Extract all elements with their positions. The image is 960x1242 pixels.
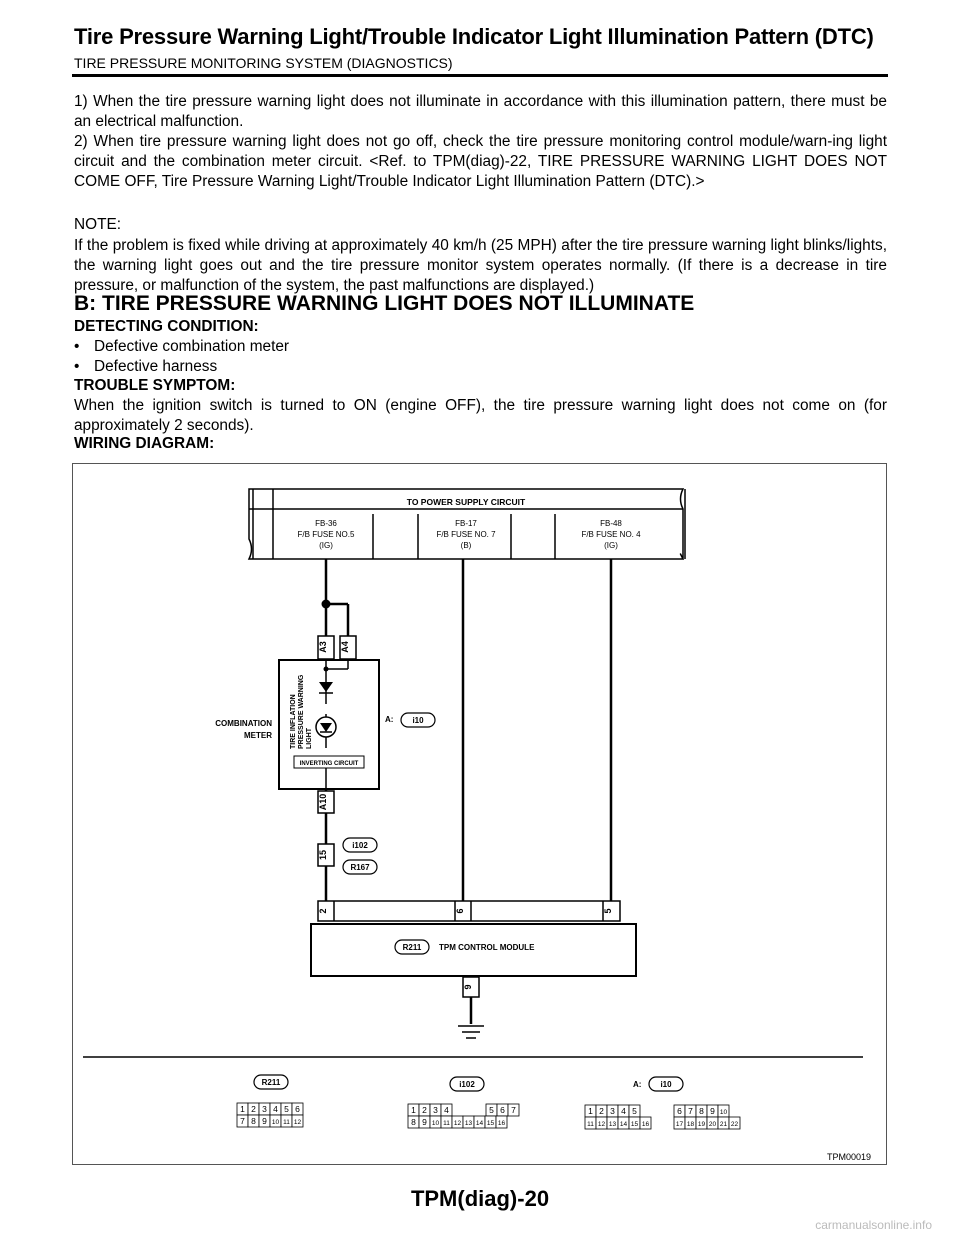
symptom-heading: TROUBLE SYMPTOM: <box>74 377 236 394</box>
connector-pin-number: 18 <box>686 1121 695 1128</box>
connector-pin-number: 7 <box>511 1105 516 1115</box>
connector-pin-number: 9 <box>422 1117 427 1127</box>
fuse-1-line1: FB-36 <box>315 519 337 528</box>
i102-connector-face <box>408 1104 519 1128</box>
connector-pin-number: 1 <box>411 1105 416 1115</box>
list-item <box>74 358 217 376</box>
connector-a-prefix: A: <box>385 715 394 724</box>
connector-pin-number: 5 <box>489 1105 494 1115</box>
connector-pin-number: 6 <box>677 1106 682 1116</box>
paragraph-1: 1) When the tire pressure warning light does not illuminate in accordance with this illumination pattern, there must be an electrical malfunction. <box>74 93 887 130</box>
note-heading: NOTE: <box>74 216 122 233</box>
fuse-2-line3: (B) <box>460 541 472 550</box>
connector-pin-number: 13 <box>464 1120 473 1127</box>
connector-pin-number: 17 <box>675 1121 684 1128</box>
pin-15: 15 <box>318 849 328 861</box>
connector-pin-number: 14 <box>475 1120 484 1127</box>
connector-pin-number: 12 <box>453 1120 462 1127</box>
ground-icon <box>458 1026 484 1038</box>
fuse-1-line2: F/B FUSE NO.5 <box>297 530 355 539</box>
connector-i102: i102 <box>352 841 368 850</box>
header-rule <box>72 74 888 77</box>
fuse-3-line1: FB-48 <box>600 519 622 528</box>
connector-pin-number: 2 <box>599 1106 604 1116</box>
fuse-3-line2: F/B FUSE NO. 4 <box>581 530 641 539</box>
light-label-2: PRESSURE WARNING <box>298 674 305 749</box>
figure-code: TPM00019 <box>826 1152 871 1162</box>
connector-pin-number: 9 <box>262 1116 267 1126</box>
bullet: • <box>74 338 80 355</box>
connector-pin-number: 11 <box>443 1120 450 1127</box>
fuse-2-line1: FB-17 <box>455 519 477 528</box>
connector-pin-number: 20 <box>708 1121 717 1128</box>
connector-pin-number: 21 <box>719 1121 728 1128</box>
connector-pin-number: 1 <box>240 1104 245 1114</box>
connector-pin-number: 12 <box>597 1121 606 1128</box>
connector-r211: R211 <box>402 943 422 952</box>
fuse-2-line2: F/B FUSE NO. 7 <box>436 530 496 539</box>
connector-pin-number: 2 <box>251 1104 256 1114</box>
fuse-3-line3: (IG) <box>604 541 618 550</box>
wiring-diagram <box>72 463 887 1165</box>
light-label-3: LIGHT <box>306 728 313 749</box>
list-item-text: Defective harness <box>94 358 218 375</box>
pin-5: 5 <box>603 908 613 914</box>
connector-pin-number: 5 <box>632 1106 637 1116</box>
i10-face-prefix: A: <box>633 1080 642 1089</box>
pin-a3: A3 <box>318 641 328 653</box>
pin-6: 6 <box>455 908 465 914</box>
inverting-circuit-label: INVERTING CIRCUIT <box>299 761 359 767</box>
junction-dot <box>324 667 329 672</box>
section-title: B: TIRE PRESSURE WARNING LIGHT DOES NOT ILLUMINATE <box>74 292 695 315</box>
connector-pin-number: 6 <box>295 1104 300 1114</box>
connector-pin-number: 10 <box>431 1120 440 1127</box>
connector-pin-number: 3 <box>262 1104 267 1114</box>
page-subtitle: TIRE PRESSURE MONITORING SYSTEM (DIAGNOSTICS) <box>74 55 453 71</box>
connector-pin-number: 22 <box>730 1121 739 1128</box>
connector-pin-number: 1 <box>588 1106 593 1116</box>
connector-pin-number: 11 <box>283 1119 290 1126</box>
connector-pin-number: 5 <box>284 1104 289 1114</box>
pin-a4: A4 <box>340 641 350 653</box>
connector-pin-number: 12 <box>293 1119 302 1126</box>
connector-pin-number: 15 <box>486 1120 495 1127</box>
connector-pin-number: 4 <box>273 1104 278 1114</box>
note-text: If the problem is fixed while driving at approximately 40 km/h (25 MPH) after the tire pressure warning light blinks/lights, the warning light goes out and the tire pressure monitor system operates normally. (If there is a decrease in tire pressure, or malfunction of the system, the past malfunctions are displayed.) <box>74 237 887 294</box>
wiring-heading: WIRING DIAGRAM: <box>74 435 215 452</box>
pin-a10: A10 <box>318 793 328 811</box>
connector-pin-number: 7 <box>688 1106 693 1116</box>
tpm-module-label: TPM CONTROL MODULE <box>439 943 535 952</box>
pin-2: 2 <box>318 908 328 914</box>
i10-face-label: i10 <box>660 1080 672 1089</box>
connector-pin-number: 7 <box>240 1116 245 1126</box>
power-supply-label: TO POWER SUPPLY CIRCUIT <box>406 497 526 507</box>
r211-face-label: R211 <box>261 1078 281 1087</box>
connector-pin-number: 16 <box>497 1120 506 1127</box>
connector-pin-number: 4 <box>444 1105 449 1115</box>
meter-label-2: METER <box>244 731 272 740</box>
detecting-heading: DETECTING CONDITION: <box>74 318 259 335</box>
paragraph-2: 2) When tire pressure warning light does not go off, check the tire pressure monitoring control module/warn-ing light circuit and the combination meter circuit. <Ref. to TPM(diag)-22, TIRE PRESSURE WARNING LIGHT DOES NOT COME OFF, Tire Pressure Warning Light/Trouble Indicator Light Illumination Pattern (DTC).> <box>74 133 887 190</box>
fuse-1-line3: (IG) <box>319 541 333 550</box>
watermark: carmanualsonline.info <box>815 1218 932 1232</box>
i102-face-label: i102 <box>459 1080 475 1089</box>
connector-pin-number: 10 <box>271 1119 280 1126</box>
connector-pin-number: 8 <box>699 1106 704 1116</box>
connector-pin-number: 4 <box>621 1106 626 1116</box>
connector-pin-number: 16 <box>641 1121 650 1128</box>
junction-dot <box>322 600 331 609</box>
connector-pin-number: 19 <box>697 1121 706 1128</box>
connector-pin-number: 13 <box>608 1121 617 1128</box>
connector-pin-number: 15 <box>630 1121 639 1128</box>
bullet: • <box>74 358 80 375</box>
connector-pin-number: 10 <box>719 1109 728 1116</box>
page-title: Tire Pressure Warning Light/Trouble Indicator Light Illumination Pattern (DTC) <box>74 24 874 49</box>
connector-pin-number: 6 <box>500 1105 505 1115</box>
connector-pin-number: 9 <box>710 1106 715 1116</box>
i10-connector-face <box>585 1105 740 1129</box>
connector-pin-number: 11 <box>587 1121 594 1128</box>
list-item-text: Defective combination meter <box>94 338 290 355</box>
connector-i10: i10 <box>412 716 424 725</box>
page-number: TPM(diag)-20 <box>410 1186 550 1211</box>
light-label-1: TIRE INFLATION <box>290 694 297 749</box>
pin-9: 9 <box>463 984 473 990</box>
connector-pin-number: 2 <box>422 1105 427 1115</box>
list-item <box>74 338 289 356</box>
symptom-text: When the ignition switch is turned to ON (engine OFF), the tire pressure warning light does not come on (for approximately 2 seconds). <box>74 397 887 434</box>
connector-r167: R167 <box>350 863 370 872</box>
r211-connector-face <box>237 1103 303 1127</box>
connector-pin-number: 8 <box>251 1116 256 1126</box>
connector-pin-number: 8 <box>411 1117 416 1127</box>
connector-pin-number: 3 <box>433 1105 438 1115</box>
connector-pin-number: 14 <box>619 1121 628 1128</box>
wiring-diagram-svg <box>73 464 888 1166</box>
meter-label-1: COMBINATION <box>215 719 272 728</box>
connector-pin-number: 3 <box>610 1106 615 1116</box>
